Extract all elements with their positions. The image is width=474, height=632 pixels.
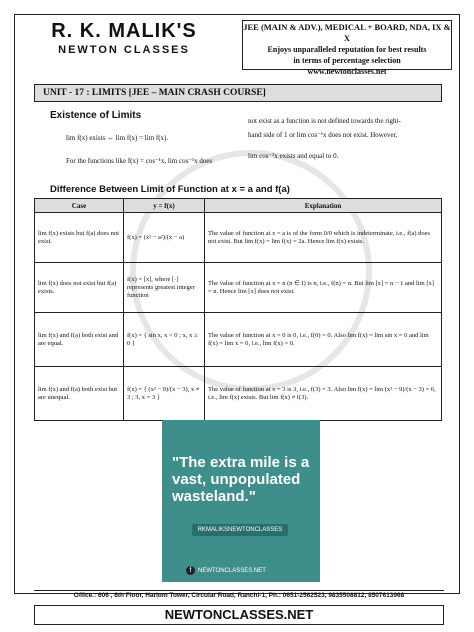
tagline-2: Enjoys unparalleled reputation for best results <box>267 45 427 54</box>
ad-quote: "The extra mile is a vast, unpopulated wasteland." <box>172 454 310 505</box>
header <box>16 18 458 76</box>
footer-divider <box>34 590 444 591</box>
brand <box>24 20 224 56</box>
col-function: y = f(x) <box>124 199 205 213</box>
row-explanation: The value of function at x = a is of the form 0/0 which is indeterminate, i.e., f(a) does not exist. But lim f(x) = lim f(x) = 2a. Hence lim f(x) exists. <box>205 213 442 263</box>
existence-line-2: For the functions like f(x) = cos⁻¹x, lim cos⁻¹x does <box>66 157 213 165</box>
row-function: f(x) = [x], where [·] represents greatest integer function <box>124 263 205 313</box>
brand-name: R. K. MALIK'S <box>51 20 197 42</box>
existence-title: Existence of Limits <box>50 110 142 121</box>
table-header-row <box>35 199 442 213</box>
difference-title: Difference Between Limit of Function at x = a and f(a) <box>50 184 290 195</box>
row-explanation: The value of function at x = n (n ∈ I) is n, i.e., f(n) = n. But lim [x] = n − 1 and lim [x] = n. Hence lim [x] does not exist. <box>205 263 442 313</box>
existence-right-1: not exist as a function is not defined towards the right- <box>248 117 401 125</box>
row-function: f(x) = (x² − a²)/(x − a) <box>124 213 205 263</box>
footer-address: Office.: 606 , 6th Floor, Hariom Tower, Circular Road, Ranchi-1, Ph.: 0651-2562523, 9835508812, 8507613968 <box>73 592 405 599</box>
row-function: f(x) = { sin x, x < 0 ; x, x ≥ 0 } <box>124 313 205 367</box>
table-row <box>35 263 442 313</box>
row-case: lim f(x) and f(a) both exist but are unequal. <box>35 367 124 421</box>
footer-site: NEWTONCLASSES.NET <box>34 605 444 625</box>
existence-line-1: lim f(x) exists ⇔ lim f(x) = lim f(x). <box>66 134 169 142</box>
table-row <box>35 213 442 263</box>
tagline-box <box>242 20 452 76</box>
row-explanation: The value of function at x = 0 is 0, i.e., f(0) = 0. Also lim f(x) = lim sin x = 0 and lim f(x) = lim x = 0, i.e., lim f(x) = 0. <box>205 313 442 367</box>
existence-right-2: hand side of 1 or lim cos⁻¹x does not exist. However, <box>248 131 398 139</box>
col-explanation: Explanation <box>205 199 442 213</box>
row-explanation: The value of function at x = 3 is 3, i.e., f(3) = 3. Also lim f(x) = lim (x² − 9)/(x − 3) = 6, i.e., lim f(x) exists. But lim f(x) ≠ f(3). <box>205 367 442 421</box>
row-function: f(x) = { (x² − 9)/(x − 3), x ≠ 3 ; 3, x = 3 } <box>124 367 205 421</box>
row-case: lim f(x) and f(a) both exist and are equal. <box>35 313 124 367</box>
row-case: lim f(x) exists but f(a) does not exist. <box>35 213 124 263</box>
limits-table <box>34 198 442 421</box>
ad-handle: RKMALIKSNEWTONCLASSES <box>192 524 288 536</box>
tagline-3: in terms of percentage selection <box>293 56 401 65</box>
existence-right-3: lim cos⁻¹x exists and equal to 0. <box>248 152 339 160</box>
col-case: Case <box>35 199 124 213</box>
row-case: lim f(x) does not exist but f(a) exists. <box>35 263 124 313</box>
tagline-4: www.newtonclasses.net <box>307 67 387 76</box>
facebook-icon: f <box>186 566 195 575</box>
tagline-1: JEE (MAIN & ADV.), MEDICAL + BOARD, NDA, IX & X <box>243 22 451 43</box>
table-row <box>35 313 442 367</box>
brand-sub: NEWTON CLASSES <box>58 44 190 56</box>
unit-title: UNIT - 17 : LIMITS [JEE – MAIN CRASH COURSE] <box>34 84 442 102</box>
quote-ad <box>162 420 320 582</box>
table-row <box>35 367 442 421</box>
ad-site: NEWTONCLASSES.NET <box>198 568 266 574</box>
